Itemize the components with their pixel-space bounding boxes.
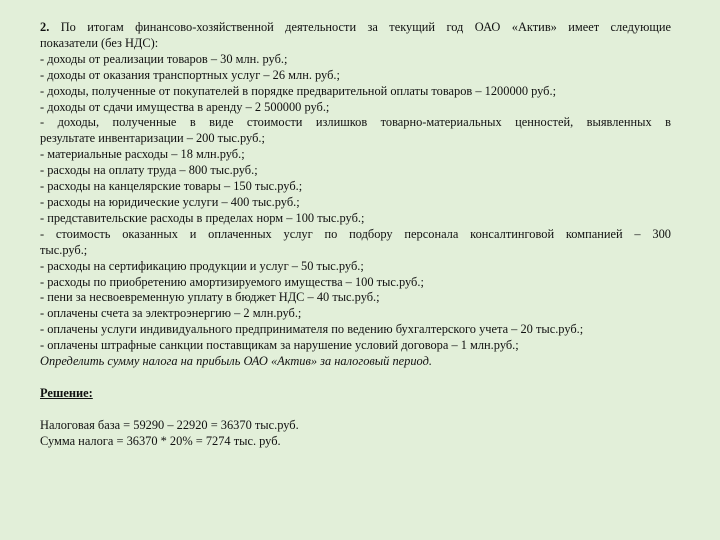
list-item: тыс.руб.;	[40, 242, 88, 257]
list-item: - оплачены счета за электроэнергию – 2 млн.руб.;	[40, 306, 302, 321]
list-item: результате инвентаризации – 200 тыс.руб.;	[40, 131, 265, 146]
problem-number: 2.	[40, 20, 50, 34]
list-item: - оплачены услуги индивидуального предпринимателя по ведению бухгалтерского учета – 20 тыс.руб.;	[40, 322, 584, 337]
list-item: - доходы от оказания транспортных услуг – 26 млн. руб.;	[40, 67, 340, 82]
list-item: - доходы от сдачи имущества в аренду – 2 500000 руб.;	[40, 99, 330, 114]
list-item: - расходы на сертификацию продукции и услуг – 50 тыс.руб.;	[40, 258, 364, 273]
task-statement: Определить сумму налога на прибыль ОАО «Актив» за налоговый период.	[40, 354, 432, 369]
list-item: - доходы от реализации товаров – 30 млн. руб.;	[40, 51, 288, 66]
list-item: - расходы на канцелярские товары – 150 тыс.руб.;	[40, 179, 303, 194]
tax-amount-line: Сумма налога = 36370 * 20% = 7274 тыс. руб.	[40, 433, 281, 448]
tax-base-line: Налоговая база = 59290 – 22920 = 36370 тыс.руб.	[40, 417, 299, 432]
problem-intro-line1	[40, 20, 671, 36]
list-item: - расходы на юридические услуги – 400 тыс.руб.;	[40, 194, 300, 209]
list-item: - материальные расходы – 18 млн.руб.;	[40, 147, 245, 162]
problem-intro-text: По итогам финансово-хозяйственной деятельности за текущий год ОАО «Актив» имеет следующие	[60, 20, 671, 34]
problem-intro-line2: показатели (без НДС):	[40, 35, 159, 50]
list-item: - оплачены штрафные санкции поставщикам за нарушение условий договора – 1 млн.руб.;	[40, 338, 519, 353]
list-item: - представительские расходы в пределах норм – 100 тыс.руб.;	[40, 210, 365, 225]
list-item: - расходы на оплату труда – 800 тыс.руб.;	[40, 163, 258, 178]
solution-heading: Решение:	[40, 385, 93, 400]
list-item: - стоимость оказанных и оплаченных услуг по подбору персонала консалтинговой компанией – 300	[40, 226, 671, 241]
document-page	[40, 20, 671, 450]
list-item: - доходы, полученные в виде стоимости излишков товарно-материальных ценностей, выявленных в	[40, 115, 671, 130]
list-item: - пени за несвоевременную уплату в бюджет НДС – 40 тыс.руб.;	[40, 290, 380, 305]
list-item: - доходы, полученные от покупателей в порядке предварительной оплаты товаров – 1200000 руб.;	[40, 83, 557, 98]
list-item: - расходы по приобретению амортизируемого имущества – 100 тыс.руб.;	[40, 274, 424, 289]
